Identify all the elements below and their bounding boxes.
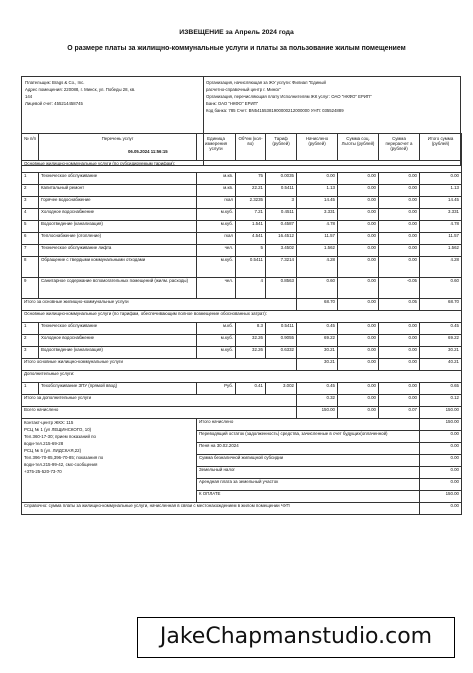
table-cell: 0.00 [379, 209, 420, 221]
table-cell: Водоотведение (канализация) [39, 347, 197, 359]
table-cell: 0.00 [297, 173, 338, 185]
column-header: Об*ем (кол-во) [236, 134, 266, 161]
total-label: Итого основные жилищно-коммунальные услуги [22, 359, 297, 371]
table-cell: 2 [22, 335, 39, 347]
table-cell: 16.4512 [266, 233, 297, 245]
table-cell: 0.00 [338, 185, 379, 197]
total-row [22, 299, 462, 311]
contact-line: Тел.396-70-85,396-70-85; показания по [24, 455, 104, 460]
table-cell: Техническое обслуживание [39, 173, 197, 185]
table-cell: Санитарное содержание вспомогательных помещений (жилм. расходы) [39, 278, 197, 299]
total-value: 68.70 [297, 299, 338, 311]
total-value: 0.00 [338, 407, 379, 419]
table-cell: Водоотведение (канализация) [39, 221, 197, 233]
table-row [22, 257, 462, 278]
table-cell: 3.331 [420, 209, 462, 221]
table-cell: 3.4502 [266, 245, 297, 257]
table-cell: 0.45 [297, 323, 338, 335]
table-cell: м.куб. [197, 221, 236, 233]
table-row [22, 209, 462, 221]
contact-line: Тел.360-17-30; прием показаний по [24, 434, 96, 439]
table-cell: 69.22 [297, 335, 338, 347]
column-header: Единица измерения услуги [197, 134, 236, 161]
summary-label: Итого начислено [197, 419, 420, 431]
table-cell: 0.00 [338, 245, 379, 257]
table-cell: 14.45 [420, 197, 462, 209]
table-cell: Капитальный ремонт [39, 185, 197, 197]
table-cell: 0.00 [379, 197, 420, 209]
total-value: 0.32 [297, 395, 338, 407]
table-cell: 0.00 [338, 383, 379, 395]
table-row [22, 185, 462, 197]
table-header [22, 134, 462, 161]
table-cell: Горячее водоснабжение [39, 197, 197, 209]
table-cell: Обращение с твердыми коммунальными отходами [39, 257, 197, 278]
summary-row [22, 419, 462, 431]
table-cell: 0.45 [420, 323, 462, 335]
table-cell: гкал [197, 197, 236, 209]
summary-label: Земельный налог [197, 467, 420, 479]
section-heading [22, 311, 462, 323]
table-cell: 1.13 [297, 185, 338, 197]
table-cell: 75 [236, 173, 266, 185]
table-cell: 1.541 [236, 221, 266, 233]
notice-date: 06.05.2024 11:56:15 [128, 149, 168, 154]
total-value: 150.00 [420, 407, 462, 419]
table-cell: м.куб. [197, 257, 236, 278]
payer-account: Лицевой счет: 455214458745 [25, 101, 83, 106]
notice-subtitle: О размере платы за жилищно-коммунальные услуги и платы за пользование жилым помещением [67, 45, 406, 52]
org-info [206, 79, 456, 114]
table-cell: м.кв. [197, 185, 236, 197]
total-label: Итого за дополнительные услуги [22, 395, 297, 407]
table-cell: 1.562 [297, 245, 338, 257]
table-row [22, 173, 462, 185]
table-cell: 0.60 [297, 278, 338, 299]
total-value: 40.21 [420, 359, 462, 371]
table-cell: 3 [22, 347, 39, 359]
table-cell: 4 [22, 209, 39, 221]
table-cell: 0.00 [338, 335, 379, 347]
table-cell: -0.05 [379, 278, 420, 299]
footnote-row [22, 503, 462, 515]
table-cell: 1.13 [420, 185, 462, 197]
payer-address: Адрес помещения: 220088, г. Минск, ул. Победы 28, кв. [25, 87, 136, 92]
table-cell: 0.00 [379, 335, 420, 347]
table-cell: 1 [22, 323, 39, 335]
summary-label: Сумма безналичной жилищной субсидии [197, 455, 420, 467]
org-bank: Банк: ОАО "НКФО" ЕРИП" [206, 101, 259, 106]
total-row [22, 407, 462, 419]
payer-info [25, 79, 177, 107]
table-cell: 32.26 [236, 347, 266, 359]
table-cell: 7.3214 [266, 257, 297, 278]
notice-title: ИЗВЕЩЕНИЕ за Апрель 2024 года [179, 29, 294, 36]
total-value: 0.00 [338, 359, 379, 371]
table-cell: 0.00 [338, 257, 379, 278]
table-cell: 1.562 [420, 245, 462, 257]
summary-value: 0.00 [420, 467, 462, 479]
table-row [22, 347, 462, 359]
table-cell: 0.9055 [266, 335, 297, 347]
table-cell: Руб. [197, 383, 236, 395]
table-cell: 4 [236, 278, 266, 299]
table-cell: 4.78 [297, 221, 338, 233]
table-cell: 1 [22, 383, 39, 395]
total-label: Итого за основные жилищно-коммунальные услуги [22, 299, 297, 311]
footnote-value: 0.00 [420, 503, 462, 515]
column-header: Итого сумма (рублей) [420, 134, 462, 161]
table-cell: 0.5411 [266, 185, 297, 197]
table-cell: 0.00 [379, 221, 420, 233]
table-cell: 0.6332 [266, 347, 297, 359]
summary-label: Арендная плата за земельный участок [197, 479, 420, 491]
table-cell: 0.41 [236, 383, 266, 395]
table-cell: 0.5411 [266, 323, 297, 335]
table-cell: 3 [266, 197, 297, 209]
total-value: 0.00 [379, 395, 420, 407]
total-value: 0.00 [338, 299, 379, 311]
summary-label: Переводящий остаток (задолженность) средства, зачисленные в счет будущих(оплаченной) [197, 431, 420, 443]
summary-value: 0.00 [420, 431, 462, 443]
table-row [22, 245, 462, 257]
summary-label: Пеня на 30.02.2024 [197, 443, 420, 455]
total-value: 0.12 [420, 395, 462, 407]
table-row [22, 221, 462, 233]
table-cell: чел. [197, 245, 236, 257]
table-cell: 5 [22, 221, 39, 233]
summary-value: 0.00 [420, 479, 462, 491]
summary-value: 0.00 [420, 443, 462, 455]
table-cell: 0.00 [379, 185, 420, 197]
table-cell: 8 [22, 257, 39, 278]
table-cell: 1 [22, 173, 39, 185]
table-row [22, 323, 462, 335]
table-cell: 0.00 [338, 323, 379, 335]
table-cell: чел. [197, 278, 236, 299]
total-label: Всего начислено [22, 407, 297, 419]
table-cell: 0.00 [338, 197, 379, 209]
table-cell: 11.57 [420, 233, 462, 245]
contact-line: Контакт-центр ЖКХ: 115 [24, 420, 74, 425]
table-cell: 0.60 [420, 278, 462, 299]
footnote-label: Справочно: сумма платы за жилищно-коммунальные услуги, начисленная в связи с местонахождением в жилом помещении ЧУП [22, 503, 420, 515]
watermark-logo: JakeChapmanstudio.com [137, 617, 455, 658]
table-cell: Техобслуживание ЗПУ (прямой ввод) [39, 383, 197, 395]
table-cell: Техническое обслуживание [39, 323, 197, 335]
table-cell: 0.4587 [266, 221, 297, 233]
total-value: 0.07 [379, 407, 420, 419]
table-cell: Холодное водоснабжение [39, 335, 197, 347]
table-cell: м.кв. [197, 173, 236, 185]
table-cell: 0.45 [297, 383, 338, 395]
table-cell: Холодное водоснабжение [39, 209, 197, 221]
org-line: Организация, перечисляющая плату Исполнителям ЖК услуг: ОАО "НКФО" ЕРИП" [206, 94, 372, 99]
charges-table [21, 133, 462, 515]
table-cell: 6 [22, 233, 39, 245]
table-cell: 0.65 [420, 383, 462, 395]
table-cell: 3.331 [297, 209, 338, 221]
table-row [22, 335, 462, 347]
table-cell: 0.00 [338, 173, 379, 185]
table-cell: м.кб. [197, 323, 236, 335]
table-cell: 0.4511 [266, 209, 297, 221]
column-header: Сумма перерасчет а (рублей) [379, 134, 420, 161]
table-cell: 0.00 [379, 383, 420, 395]
table-cell: 7.21 [236, 209, 266, 221]
table-cell: 2 [22, 185, 39, 197]
table-cell: 4.78 [420, 221, 462, 233]
table-cell: м.куб. [197, 347, 236, 359]
table-cell: 3.002 [266, 383, 297, 395]
table-cell: Техническое обслуживание лифта [39, 245, 197, 257]
table-cell: 0.00 [420, 173, 462, 185]
table-cell: Теплоснабжение (отопление) [39, 233, 197, 245]
column-header: Начислено (рублей) [297, 134, 338, 161]
contact-line: води-тел.215-99-42, смс-сообщения [24, 462, 98, 467]
column-header: Тариф (рублей) [266, 134, 297, 161]
contact-line: +375-25-520-73-70 [24, 469, 62, 474]
contacts-cell [22, 419, 197, 503]
payer-address-cont: 144 [25, 94, 33, 99]
table-cell: 0.00 [338, 209, 379, 221]
column-header: № п/п [22, 134, 39, 161]
table-cell: 0.00 [338, 278, 379, 299]
total-value: 68.70 [420, 299, 462, 311]
total-value: 0.00 [379, 359, 420, 371]
table-cell: 0.8563 [266, 278, 297, 299]
summary-value: 150.00 [420, 491, 462, 503]
column-header: Сумма соц. Льготы (рублей) [338, 134, 379, 161]
org-line: Организация, начисляющая за ЖУ услуги: Филиал "Единый [206, 80, 326, 85]
summary-value: 0.00 [420, 455, 462, 467]
total-value: 30.21 [297, 359, 338, 371]
section-heading [22, 161, 462, 173]
payer-name: Плательщик: Brags & Co., Inc. [25, 80, 85, 85]
section-title: Основные жилищно-коммунальные услуги (по тарифам, обеспечивающим полное возмещение обоснованных затрат): [22, 311, 462, 323]
table-cell: 8.3 [236, 323, 266, 335]
table-cell: 32.26 [236, 335, 266, 347]
table-cell: 9 [22, 278, 39, 299]
table-row [22, 383, 462, 395]
summary-label: К ОПЛАТЕ [197, 491, 420, 503]
section-heading [22, 371, 462, 383]
table-cell: 14.45 [297, 197, 338, 209]
table-cell: 3 [22, 197, 39, 209]
table-cell: 0.00 [379, 323, 420, 335]
table-cell: гкал [197, 233, 236, 245]
table-cell: 0.00 [379, 257, 420, 278]
table-cell: 4.541 [236, 233, 266, 245]
table-cell: 0.00 [379, 173, 420, 185]
table-cell: 11.57 [297, 233, 338, 245]
table-cell: 30.21 [420, 347, 462, 359]
total-value: 150.00 [297, 407, 338, 419]
table-cell: 0.00 [338, 221, 379, 233]
table-cell: м.куб. [197, 335, 236, 347]
table-cell: 0.00 [379, 347, 420, 359]
table-row [22, 197, 462, 209]
table-cell: 69.22 [420, 335, 462, 347]
table-cell: 0.0035 [266, 173, 297, 185]
total-row [22, 395, 462, 407]
table-cell: 30.21 [297, 347, 338, 359]
table-cell: 0.00 [338, 233, 379, 245]
contact-line: води-тел.215-69-28 [24, 441, 64, 446]
org-bank-details: Код банка: 785 Счет: BN54155381900000212000000 УНП: 035524889 [206, 108, 344, 113]
summary-value: 150.00 [420, 419, 462, 431]
section-title: Дополнительные услуги: [22, 371, 462, 383]
contact-line: РСЦ № 1 (ул ЛЕЩИНСКОГО, 10) [24, 427, 92, 432]
column-header: Перечень услуг [39, 134, 197, 161]
total-row [22, 359, 462, 371]
table-row [22, 233, 462, 245]
org-line: расчетно-справочный центр г. Минск" [206, 87, 281, 92]
table-cell: 2.3235 [236, 197, 266, 209]
table-cell: м.куб. [197, 209, 236, 221]
table-cell: 22.21 [236, 185, 266, 197]
table-cell: 0.00 [338, 347, 379, 359]
table-cell: 5 [236, 245, 266, 257]
total-value: 0.05 [379, 299, 420, 311]
section-title: Основные жилищно-коммунальные услуги (по субсидируемым тарифам): [22, 161, 462, 173]
contact-line: РСЦ № 5 (ул. ЛИДСКАЯ,22) [24, 448, 82, 453]
total-value: 0.00 [338, 395, 379, 407]
table-cell: 4.28 [297, 257, 338, 278]
table-cell: 4.28 [420, 257, 462, 278]
table-cell: 0.00 [379, 245, 420, 257]
table-row [22, 278, 462, 299]
table-cell: 0.5411 [236, 257, 266, 278]
table-cell: 7 [22, 245, 39, 257]
table-cell: 0.00 [379, 233, 420, 245]
